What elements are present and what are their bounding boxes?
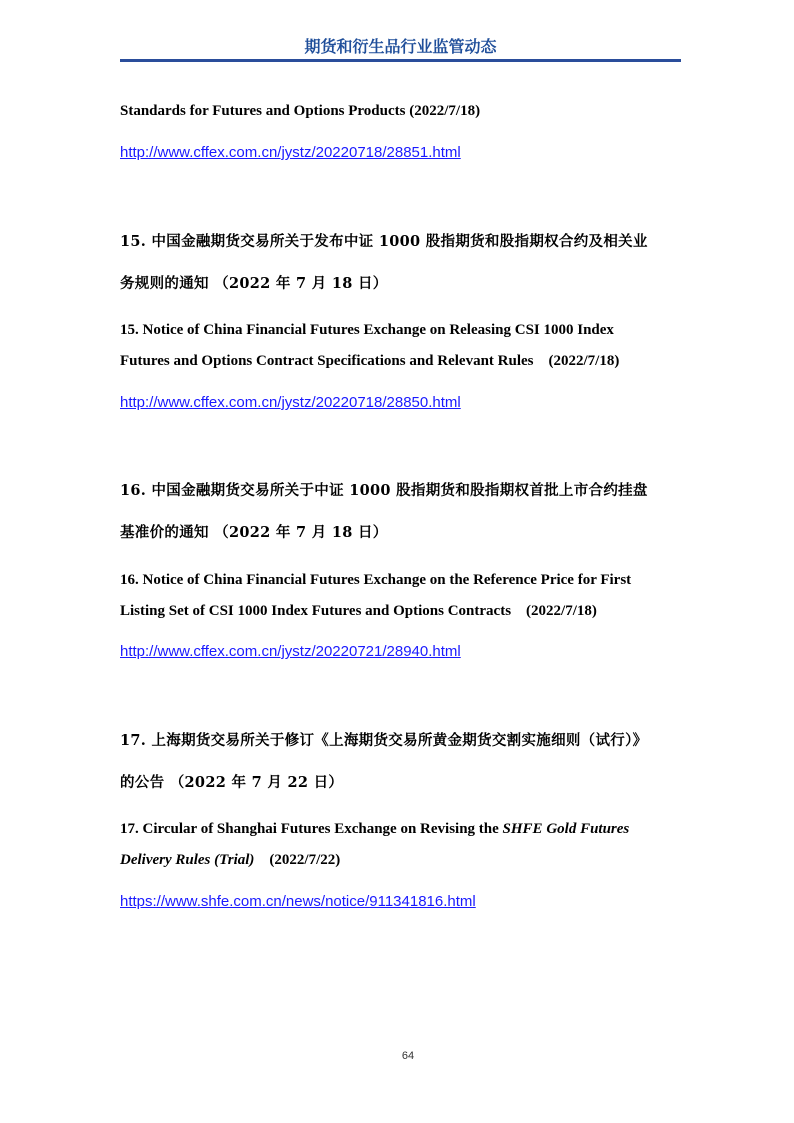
item-17-en-line1-text: 17. Circular of Shanghai Futures Exchange on Revising the xyxy=(120,821,499,837)
item-17-cn-line2: 的公告 （2022 年 7 月 22 日） xyxy=(120,774,344,791)
page-number: 64 xyxy=(401,1050,415,1062)
intro-link[interactable]: http://www.cffex.com.cn/jystz/20220718/28851.html xyxy=(120,144,461,161)
item-16-link[interactable]: http://www.cffex.com.cn/jystz/20220721/28940.html xyxy=(120,643,461,660)
item-15-cn-line2: 务规则的通知 （2022 年 7 月 18 日） xyxy=(120,275,388,292)
item-15-en-title xyxy=(120,315,676,377)
item-16-cn-line2: 基准价的通知 （2022 年 7 月 18 日） xyxy=(120,524,388,541)
item-17-link[interactable]: https://www.shfe.com.cn/news/notice/911341816.html xyxy=(120,893,476,910)
item-17-en-date: (2022/7/22) xyxy=(269,852,341,868)
item-15-cn-title xyxy=(120,221,676,305)
item-17-cn-title xyxy=(120,720,676,804)
item-16-en-line2-text: Listing Set of CSI 1000 Index Futures and Options Contracts xyxy=(120,603,512,619)
intro-date: (2022/7/18) xyxy=(409,103,481,119)
item-17-en-line2-italic: Delivery Rules (Trial) xyxy=(120,852,255,868)
item-15-en-line1: 15. Notice of China Financial Futures Exchange on Releasing CSI 1000 Index xyxy=(120,322,614,338)
header-divider xyxy=(120,59,681,62)
item-15-en-date: (2022/7/18) xyxy=(548,353,620,369)
intro-en-text: Standards for Futures and Options Products xyxy=(120,103,406,119)
item-16-cn-title xyxy=(120,470,676,554)
item-15-link[interactable]: http://www.cffex.com.cn/jystz/20220718/28850.html xyxy=(120,394,461,411)
page-header-title: 期货和衍生品行业监管动态 xyxy=(304,37,497,56)
item-17-en-line1 xyxy=(120,814,676,845)
item-17-en-title xyxy=(120,814,676,876)
item-16-en-line1: 16. Notice of China Financial Futures Exchange on the Reference Price for First xyxy=(120,572,632,588)
item-16-en-title xyxy=(120,565,676,627)
item-15-cn-line1: 15. 中国金融期货交易所关于发布中证 1000 股指期货和股指期权合约及相关业 xyxy=(120,233,648,250)
item-17-en-line1-italic: SHFE Gold Futures xyxy=(502,821,630,837)
item-16-en-date: (2022/7/18) xyxy=(526,603,597,619)
item-15-en-line2 xyxy=(120,346,676,377)
item-17-cn-line1: 17. 上海期货交易所关于修订《上海期货交易所黄金期货交割实施细则（试行）》 xyxy=(120,732,648,749)
intro-en-title xyxy=(120,96,676,127)
item-15-en-line2-text: Futures and Options Contract Specifications and Relevant Rules xyxy=(120,353,534,369)
item-16-en-line2 xyxy=(120,596,676,627)
item-17-en-line2 xyxy=(120,845,676,876)
item-16-cn-line1: 16. 中国金融期货交易所关于中证 1000 股指期货和股指期权首批上市合约挂盘 xyxy=(120,482,648,499)
